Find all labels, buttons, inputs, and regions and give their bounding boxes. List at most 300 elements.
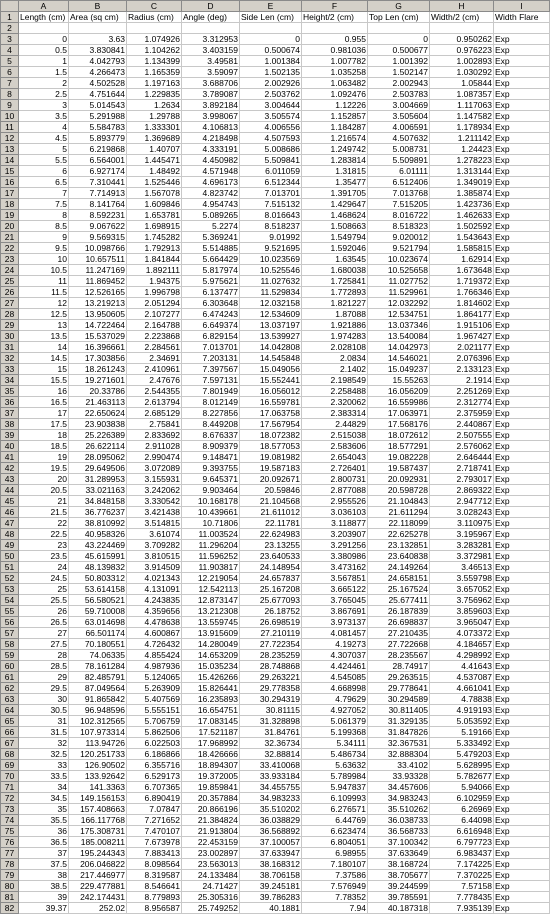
- data-cell[interactable]: 7.801949: [182, 386, 240, 397]
- row-header[interactable]: 13: [1, 144, 19, 155]
- data-cell[interactable]: 1.147582: [430, 111, 494, 122]
- data-cell[interactable]: 6.01111: [368, 166, 430, 177]
- data-cell[interactable]: 3.46513: [430, 562, 494, 573]
- data-cell[interactable]: 10.098766: [69, 243, 127, 254]
- data-cell[interactable]: 113.94726: [69, 738, 127, 749]
- data-cell[interactable]: 20.092931: [368, 474, 430, 485]
- data-cell[interactable]: 1.12226: [302, 100, 368, 111]
- data-cell[interactable]: 37.5: [19, 859, 69, 870]
- data-cell[interactable]: 14.545848: [240, 353, 302, 364]
- data-cell[interactable]: Exp: [494, 496, 550, 507]
- data-cell[interactable]: 15.537029: [69, 331, 127, 342]
- data-cell[interactable]: 19: [19, 452, 69, 463]
- column-header-d[interactable]: D: [182, 1, 240, 12]
- data-cell[interactable]: 2.223868: [127, 331, 182, 342]
- data-cell[interactable]: 36.038829: [240, 815, 302, 826]
- data-cell[interactable]: 5.014543: [69, 100, 127, 111]
- data-cell[interactable]: 8.016722: [368, 210, 430, 221]
- row-header[interactable]: 57: [1, 628, 19, 639]
- data-cell[interactable]: 7: [19, 188, 69, 199]
- data-cell[interactable]: Exp: [494, 771, 550, 782]
- data-cell[interactable]: Exp: [494, 276, 550, 287]
- data-cell[interactable]: 28.235259: [240, 650, 302, 661]
- data-cell[interactable]: 1.549794: [302, 232, 368, 243]
- data-cell[interactable]: 2.685129: [127, 408, 182, 419]
- data-cell[interactable]: Exp: [494, 331, 550, 342]
- data-cell[interactable]: 4.571948: [182, 166, 240, 177]
- data-cell[interactable]: 1.31815: [302, 166, 368, 177]
- data-cell[interactable]: 1.502147: [368, 67, 430, 78]
- data-cell[interactable]: 31: [19, 716, 69, 727]
- data-cell[interactable]: 20.59846: [240, 485, 302, 496]
- data-cell[interactable]: 15.552441: [240, 375, 302, 386]
- data-cell[interactable]: 34.983243: [368, 793, 430, 804]
- data-cell[interactable]: Exp: [494, 848, 550, 859]
- data-cell[interactable]: 1.2634: [127, 100, 182, 111]
- data-cell[interactable]: Exp: [494, 232, 550, 243]
- data-cell[interactable]: 2.869322: [430, 485, 494, 496]
- data-cell[interactable]: Exp: [494, 617, 550, 628]
- data-cell[interactable]: 10.023674: [368, 254, 430, 265]
- data-cell[interactable]: 3.973137: [302, 617, 368, 628]
- data-cell[interactable]: 15.049237: [368, 364, 430, 375]
- data-cell[interactable]: 7.673978: [127, 837, 182, 848]
- data-cell[interactable]: 6.186866: [127, 749, 182, 760]
- data-cell[interactable]: 7.397567: [182, 364, 240, 375]
- row-header[interactable]: 12: [1, 133, 19, 144]
- data-cell[interactable]: 25: [19, 584, 69, 595]
- data-cell[interactable]: 13.037346: [368, 320, 430, 331]
- data-cell[interactable]: 27.722668: [368, 639, 430, 650]
- row-header[interactable]: 16: [1, 177, 19, 188]
- data-cell[interactable]: 16.559986: [368, 397, 430, 408]
- row-header[interactable]: 63: [1, 694, 19, 705]
- data-cell[interactable]: 22.453159: [182, 837, 240, 848]
- data-cell[interactable]: 1.385874: [430, 188, 494, 199]
- data-cell[interactable]: 2.1402: [302, 364, 368, 375]
- data-cell[interactable]: 21.5: [19, 507, 69, 518]
- data-cell[interactable]: 8.676337: [182, 430, 240, 441]
- data-cell[interactable]: 6.219868: [69, 144, 127, 155]
- data-cell[interactable]: 18.5: [19, 441, 69, 452]
- data-cell[interactable]: 4.668998: [302, 683, 368, 694]
- data-cell[interactable]: Exp: [494, 122, 550, 133]
- data-cell[interactable]: 1.821227: [302, 298, 368, 309]
- data-cell[interactable]: 14: [19, 342, 69, 353]
- data-cell[interactable]: 12.5: [19, 309, 69, 320]
- row-header[interactable]: 66: [1, 727, 19, 738]
- data-cell[interactable]: 10.657511: [69, 254, 127, 265]
- data-cell[interactable]: 11.5: [19, 287, 69, 298]
- data-cell[interactable]: 13.219213: [69, 298, 127, 309]
- data-cell[interactable]: 7.935139: [430, 903, 494, 914]
- data-cell[interactable]: 16.654751: [182, 705, 240, 716]
- data-cell[interactable]: 1.841844: [127, 254, 182, 265]
- data-cell[interactable]: 1.967427: [430, 331, 494, 342]
- column-title-cell[interactable]: Width Flare: [494, 12, 550, 23]
- data-cell[interactable]: 13.212308: [182, 606, 240, 617]
- data-cell[interactable]: 7.180107: [302, 859, 368, 870]
- data-cell[interactable]: 2.164788: [127, 320, 182, 331]
- data-cell[interactable]: 3.665122: [302, 584, 368, 595]
- data-cell[interactable]: 59.710008: [69, 606, 127, 617]
- data-cell[interactable]: 2.44829: [302, 419, 368, 430]
- data-cell[interactable]: 18.072382: [240, 430, 302, 441]
- data-cell[interactable]: Exp: [494, 287, 550, 298]
- data-cell[interactable]: 7.515205: [368, 199, 430, 210]
- data-cell[interactable]: 18.894307: [182, 760, 240, 771]
- data-cell[interactable]: 0: [19, 34, 69, 45]
- data-cell[interactable]: 40.1881: [240, 903, 302, 914]
- data-cell[interactable]: 18.426666: [182, 749, 240, 760]
- row-header[interactable]: 52: [1, 573, 19, 584]
- data-cell[interactable]: 17.968992: [182, 738, 240, 749]
- data-cell[interactable]: Exp: [494, 716, 550, 727]
- data-cell[interactable]: 38.705677: [368, 870, 430, 881]
- data-cell[interactable]: 5.947837: [302, 782, 368, 793]
- data-cell[interactable]: 32.5: [19, 749, 69, 760]
- data-cell[interactable]: 37.100057: [240, 837, 302, 848]
- data-cell[interactable]: 45.615991: [69, 551, 127, 562]
- data-cell[interactable]: Exp: [494, 628, 550, 639]
- data-cell[interactable]: 25.5: [19, 595, 69, 606]
- data-cell[interactable]: 2.911028: [127, 441, 182, 452]
- data-cell[interactable]: Exp: [494, 397, 550, 408]
- data-cell[interactable]: 19.081982: [240, 452, 302, 463]
- data-cell[interactable]: 1.117063: [430, 100, 494, 111]
- data-cell[interactable]: 2.947712: [430, 496, 494, 507]
- data-cell[interactable]: 2.503762: [240, 89, 302, 100]
- row-header[interactable]: 1: [1, 12, 19, 23]
- data-cell[interactable]: 18.577053: [240, 441, 302, 452]
- data-cell[interactable]: 20: [19, 474, 69, 485]
- data-cell[interactable]: 2.955526: [302, 496, 368, 507]
- data-cell[interactable]: 4.919193: [430, 705, 494, 716]
- data-cell[interactable]: 9.521695: [240, 243, 302, 254]
- data-cell[interactable]: 15.426266: [182, 672, 240, 683]
- data-cell[interactable]: 1.915106: [430, 320, 494, 331]
- data-cell[interactable]: 7.57158: [430, 881, 494, 892]
- row-header[interactable]: 34: [1, 375, 19, 386]
- data-cell[interactable]: 4.5: [19, 133, 69, 144]
- data-cell[interactable]: 4: [19, 122, 69, 133]
- data-cell[interactable]: 1.074926: [127, 34, 182, 45]
- data-cell[interactable]: 1.585815: [430, 243, 494, 254]
- data-cell[interactable]: 20.357884: [182, 793, 240, 804]
- data-cell[interactable]: Exp: [494, 441, 550, 452]
- data-cell[interactable]: 8.592231: [69, 210, 127, 221]
- data-cell[interactable]: 4.823742: [182, 188, 240, 199]
- data-cell[interactable]: 7.714913: [69, 188, 127, 199]
- row-header[interactable]: 9: [1, 100, 19, 111]
- data-cell[interactable]: 1.429647: [302, 199, 368, 210]
- data-cell[interactable]: 2.646444: [430, 452, 494, 463]
- row-header[interactable]: 48: [1, 529, 19, 540]
- data-cell[interactable]: 1.719372: [430, 276, 494, 287]
- data-cell[interactable]: 3.072089: [127, 463, 182, 474]
- data-cell[interactable]: 11.027752: [368, 276, 430, 287]
- data-cell[interactable]: 3.505604: [368, 111, 430, 122]
- data-cell[interactable]: Exp: [494, 804, 550, 815]
- data-cell[interactable]: 1.152857: [302, 111, 368, 122]
- data-cell[interactable]: 25.226389: [69, 430, 127, 441]
- data-cell[interactable]: 9.5: [19, 243, 69, 254]
- data-cell[interactable]: 1.502135: [240, 67, 302, 78]
- data-cell[interactable]: Exp: [494, 749, 550, 760]
- data-cell[interactable]: 6.011059: [240, 166, 302, 177]
- data-cell[interactable]: 1.134399: [127, 56, 182, 67]
- data-cell[interactable]: 5.333492: [430, 738, 494, 749]
- data-cell[interactable]: 4.184657: [430, 639, 494, 650]
- data-cell[interactable]: 3.810515: [127, 551, 182, 562]
- data-cell[interactable]: 22.11781: [240, 518, 302, 529]
- data-cell[interactable]: 29.778358: [240, 683, 302, 694]
- data-cell[interactable]: 6.276571: [302, 804, 368, 815]
- data-cell[interactable]: 32.36734: [240, 738, 302, 749]
- row-header[interactable]: 76: [1, 837, 19, 848]
- data-cell[interactable]: 7.94: [302, 903, 368, 914]
- data-cell[interactable]: 12.873147: [182, 595, 240, 606]
- data-cell[interactable]: 39.37: [19, 903, 69, 914]
- data-cell[interactable]: 18.261243: [69, 364, 127, 375]
- data-cell[interactable]: 5.862506: [127, 727, 182, 738]
- data-cell[interactable]: 36.568892: [240, 826, 302, 837]
- data-cell[interactable]: 4.266473: [69, 67, 127, 78]
- data-cell[interactable]: 29.263515: [368, 672, 430, 683]
- data-cell[interactable]: 5.486734: [302, 749, 368, 760]
- data-cell[interactable]: 8.012149: [182, 397, 240, 408]
- data-cell[interactable]: 5.291988: [69, 111, 127, 122]
- data-cell[interactable]: 1.772893: [302, 287, 368, 298]
- data-cell[interactable]: 17.303856: [69, 353, 127, 364]
- data-cell[interactable]: 35.5: [19, 815, 69, 826]
- data-cell[interactable]: 4.450982: [182, 155, 240, 166]
- data-cell[interactable]: Exp: [494, 199, 550, 210]
- data-cell[interactable]: 5.975621: [182, 276, 240, 287]
- data-cell[interactable]: [494, 23, 550, 34]
- data-cell[interactable]: 11.903817: [182, 562, 240, 573]
- data-cell[interactable]: 9.645371: [182, 474, 240, 485]
- data-cell[interactable]: 17.063758: [240, 408, 302, 419]
- data-cell[interactable]: 4.307037: [302, 650, 368, 661]
- data-cell[interactable]: 2.5: [19, 89, 69, 100]
- column-title-cell[interactable]: Side Len (cm): [240, 12, 302, 23]
- data-cell[interactable]: 1.184287: [302, 122, 368, 133]
- data-cell[interactable]: Exp: [494, 364, 550, 375]
- data-cell[interactable]: Exp: [494, 56, 550, 67]
- data-cell[interactable]: 40.958326: [69, 529, 127, 540]
- data-cell[interactable]: 1.525446: [127, 177, 182, 188]
- data-cell[interactable]: 1.921886: [302, 320, 368, 331]
- data-cell[interactable]: 30.81115: [240, 705, 302, 716]
- data-cell[interactable]: 18.072612: [368, 430, 430, 441]
- data-cell[interactable]: 36.5: [19, 837, 69, 848]
- data-cell[interactable]: 26.5: [19, 617, 69, 628]
- column-title-cell[interactable]: Width/2 (cm): [430, 12, 494, 23]
- row-header[interactable]: 35: [1, 386, 19, 397]
- data-cell[interactable]: 2.284561: [127, 342, 182, 353]
- data-cell[interactable]: 3.867691: [302, 606, 368, 617]
- data-cell[interactable]: 21.913804: [182, 826, 240, 837]
- data-cell[interactable]: Exp: [494, 342, 550, 353]
- data-cell[interactable]: 4.696173: [182, 177, 240, 188]
- data-cell[interactable]: 36: [19, 826, 69, 837]
- data-cell[interactable]: 17.5: [19, 419, 69, 430]
- data-cell[interactable]: 3.312953: [182, 34, 240, 45]
- data-cell[interactable]: 1.508663: [302, 221, 368, 232]
- data-cell[interactable]: [430, 23, 494, 34]
- data-cell[interactable]: 17.568176: [368, 419, 430, 430]
- data-cell[interactable]: 33.5: [19, 771, 69, 782]
- data-cell[interactable]: 3.892184: [182, 100, 240, 111]
- data-cell[interactable]: 242.174431: [69, 892, 127, 903]
- data-cell[interactable]: 1.178934: [430, 122, 494, 133]
- data-cell[interactable]: 3.110975: [430, 518, 494, 529]
- data-cell[interactable]: Exp: [494, 210, 550, 221]
- data-cell[interactable]: 13.915609: [182, 628, 240, 639]
- data-cell[interactable]: 1.333301: [127, 122, 182, 133]
- data-cell[interactable]: Exp: [494, 584, 550, 595]
- data-cell[interactable]: 21.104568: [240, 496, 302, 507]
- data-cell[interactable]: 12.534751: [368, 309, 430, 320]
- data-cell[interactable]: 8.5: [19, 221, 69, 232]
- data-cell[interactable]: 3.61074: [127, 529, 182, 540]
- data-cell[interactable]: 22.118099: [368, 518, 430, 529]
- data-cell[interactable]: 6.109993: [302, 793, 368, 804]
- data-cell[interactable]: 36.038733: [368, 815, 430, 826]
- data-cell[interactable]: 5.089265: [182, 210, 240, 221]
- data-cell[interactable]: 20.33786: [69, 386, 127, 397]
- data-cell[interactable]: 8.449208: [182, 419, 240, 430]
- data-cell[interactable]: 24.148954: [240, 562, 302, 573]
- data-cell[interactable]: 0.5: [19, 45, 69, 56]
- data-cell[interactable]: 0.500677: [368, 45, 430, 56]
- data-cell[interactable]: 87.049564: [69, 683, 127, 694]
- data-cell[interactable]: 7.013701: [240, 188, 302, 199]
- data-cell[interactable]: 14.5: [19, 353, 69, 364]
- data-cell[interactable]: 6: [19, 166, 69, 177]
- data-cell[interactable]: 3.709282: [127, 540, 182, 551]
- data-cell[interactable]: 149.156153: [69, 793, 127, 804]
- row-header[interactable]: 77: [1, 848, 19, 859]
- data-cell[interactable]: 35.510262: [368, 804, 430, 815]
- data-cell[interactable]: 4.081457: [302, 628, 368, 639]
- data-cell[interactable]: 25.749252: [182, 903, 240, 914]
- data-cell[interactable]: Exp: [494, 34, 550, 45]
- data-cell[interactable]: 26.18752: [240, 606, 302, 617]
- data-cell[interactable]: 6.137477: [182, 287, 240, 298]
- data-cell[interactable]: Exp: [494, 859, 550, 870]
- data-cell[interactable]: 3.567851: [302, 573, 368, 584]
- row-header[interactable]: 26: [1, 287, 19, 298]
- data-cell[interactable]: 2.515038: [302, 430, 368, 441]
- data-cell[interactable]: 1.229835: [127, 89, 182, 100]
- data-cell[interactable]: 33.021163: [69, 485, 127, 496]
- data-cell[interactable]: 63.014698: [69, 617, 127, 628]
- data-cell[interactable]: 22.624983: [240, 529, 302, 540]
- data-cell[interactable]: 1.001392: [368, 56, 430, 67]
- data-cell[interactable]: 36.568733: [368, 826, 430, 837]
- data-cell[interactable]: 1.766346: [430, 287, 494, 298]
- data-cell[interactable]: 23.563013: [182, 859, 240, 870]
- data-cell[interactable]: 6.5: [19, 177, 69, 188]
- data-cell[interactable]: Exp: [494, 760, 550, 771]
- data-cell[interactable]: Exp: [494, 298, 550, 309]
- row-header[interactable]: 47: [1, 518, 19, 529]
- row-header[interactable]: 50: [1, 551, 19, 562]
- row-header[interactable]: 38: [1, 419, 19, 430]
- data-cell[interactable]: 25.167524: [368, 584, 430, 595]
- row-header[interactable]: 55: [1, 606, 19, 617]
- data-cell[interactable]: 2.440867: [430, 419, 494, 430]
- data-cell[interactable]: 31.5: [19, 727, 69, 738]
- data-cell[interactable]: Exp: [494, 540, 550, 551]
- row-header[interactable]: 42: [1, 463, 19, 474]
- data-cell[interactable]: [69, 23, 127, 34]
- data-cell[interactable]: 217.446977: [69, 870, 127, 881]
- data-cell[interactable]: 15.5: [19, 375, 69, 386]
- data-cell[interactable]: 13.559745: [182, 617, 240, 628]
- data-cell[interactable]: 2.507555: [430, 430, 494, 441]
- data-cell[interactable]: 1.165359: [127, 67, 182, 78]
- row-header[interactable]: 70: [1, 771, 19, 782]
- data-cell[interactable]: 2.718741: [430, 463, 494, 474]
- data-cell[interactable]: 4.006556: [240, 122, 302, 133]
- data-cell[interactable]: 28.74917: [368, 661, 430, 672]
- data-cell[interactable]: 8.319587: [127, 870, 182, 881]
- data-cell[interactable]: 2.503783: [368, 89, 430, 100]
- data-cell[interactable]: 18.577291: [368, 441, 430, 452]
- data-cell[interactable]: 1.29788: [127, 111, 182, 122]
- data-cell[interactable]: 6.022503: [127, 738, 182, 749]
- data-cell[interactable]: 2.258488: [302, 386, 368, 397]
- data-cell[interactable]: 17: [19, 408, 69, 419]
- data-cell[interactable]: 5.053592: [430, 716, 494, 727]
- data-cell[interactable]: Exp: [494, 133, 550, 144]
- data-cell[interactable]: 22: [19, 518, 69, 529]
- row-header[interactable]: 32: [1, 353, 19, 364]
- data-cell[interactable]: 3.789087: [182, 89, 240, 100]
- data-cell[interactable]: 3.965047: [430, 617, 494, 628]
- row-header[interactable]: 5: [1, 56, 19, 67]
- data-cell[interactable]: 24.658151: [368, 573, 430, 584]
- data-cell[interactable]: 4.600867: [127, 628, 182, 639]
- data-cell[interactable]: Exp: [494, 254, 550, 265]
- data-cell[interactable]: 4.424461: [302, 661, 368, 672]
- data-cell[interactable]: 4.021343: [127, 573, 182, 584]
- data-cell[interactable]: 17.063971: [368, 408, 430, 419]
- data-cell[interactable]: 4.726432: [127, 639, 182, 650]
- data-cell[interactable]: 19.271601: [69, 375, 127, 386]
- row-header[interactable]: 43: [1, 474, 19, 485]
- data-cell[interactable]: 4.073372: [430, 628, 494, 639]
- data-cell[interactable]: 39.785591: [368, 892, 430, 903]
- data-cell[interactable]: 43.224469: [69, 540, 127, 551]
- column-header-e[interactable]: E: [240, 1, 302, 12]
- data-cell[interactable]: 10: [19, 254, 69, 265]
- row-header[interactable]: 36: [1, 397, 19, 408]
- data-cell[interactable]: 27.5: [19, 639, 69, 650]
- data-cell[interactable]: 1.445471: [127, 155, 182, 166]
- data-cell[interactable]: 23.640533: [240, 551, 302, 562]
- data-cell[interactable]: 3.657052: [430, 584, 494, 595]
- data-cell[interactable]: Exp: [494, 166, 550, 177]
- data-cell[interactable]: 0: [368, 34, 430, 45]
- data-cell[interactable]: 5.94066: [430, 782, 494, 793]
- data-cell[interactable]: [240, 23, 302, 34]
- row-header[interactable]: 27: [1, 298, 19, 309]
- row-header[interactable]: 58: [1, 639, 19, 650]
